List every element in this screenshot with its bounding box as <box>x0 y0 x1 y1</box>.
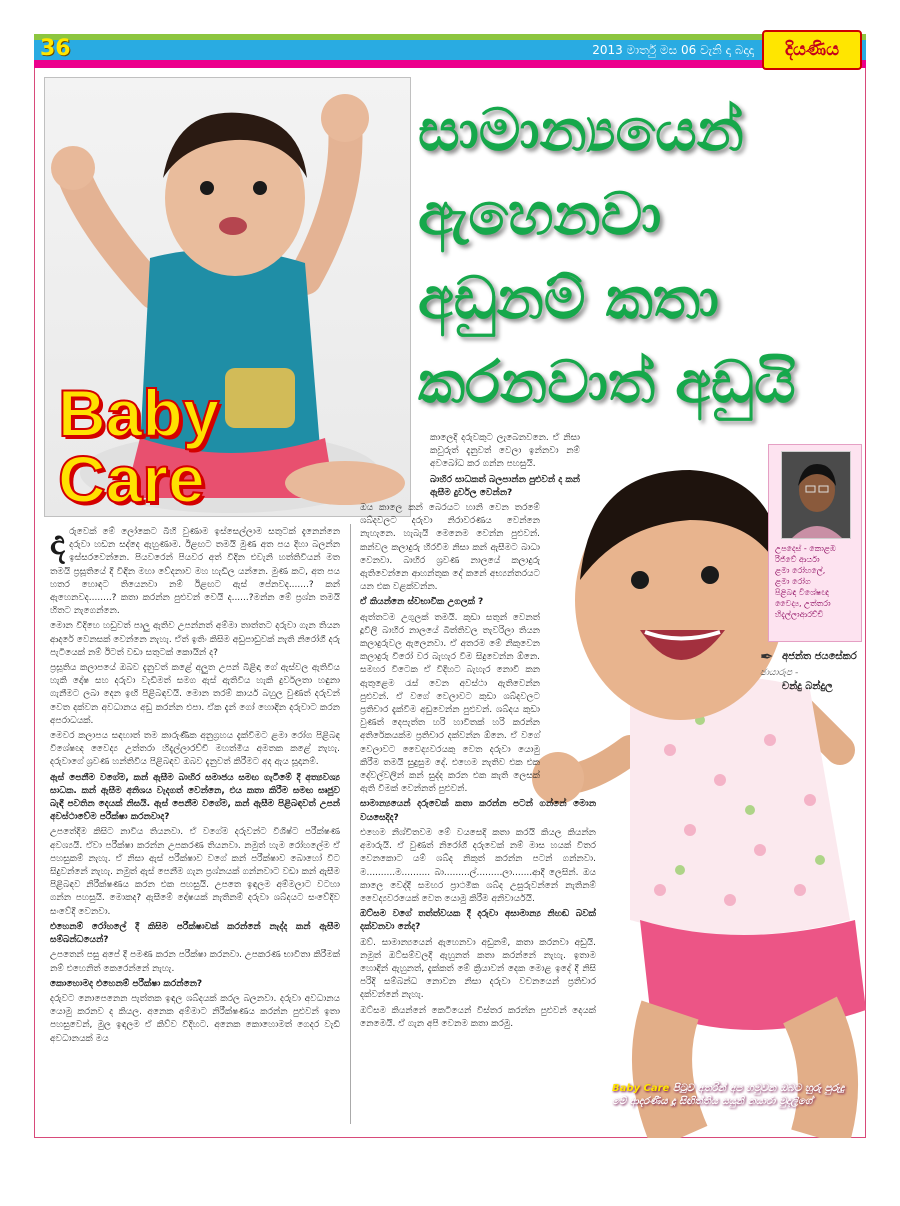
pen-icon: ✒ <box>760 647 774 666</box>
consultant-line: ළමා රෝග <box>775 577 811 586</box>
question: කොහොමද එහෙනම් පරීක්ෂා කරන්නෙ? <box>50 978 203 989</box>
photo-caption <box>612 1082 858 1108</box>
caption-brand: Baby Care <box>612 1083 670 1094</box>
consultant-line: රිජ්වේ ආර්යා <box>775 555 820 564</box>
question: ඒ කියන්නෙ ස්වභාවික උගලක් ? <box>360 597 484 608</box>
photo-credit-label: ඡායාරූප - <box>760 668 799 678</box>
paragraph: දරුවට නොපෙනෙන පැත්තක ඉඳල ශබ්දයක් කරල බලනවා. දරුවා අවධානය යොමු කරනව ද කියල. අනෙක අම්මාට නිරීක්ෂණය කරන්න පුළුවන් ඉතා පහසුවෙන්, මුල ඉඳලම ඒ කිව්ව විදිහට. අනෙක කොහොමත් ගෙදර වැඩි අවධානයක් මය <box>50 993 340 1044</box>
paragraph: ඔව්. සාමාන්‍යයෙන් ඇහෙනවා අඩුනම්, කතා කරනවා අඩුයි. නමුත් ඔට්සම්වලදී ඇහුනත් කතා කරන්නේ නැහැ. ඉතාම හොඳින් ඇහුනත්, දැක්කත් මේ ක්‍රියාවන් දෙක මොළ ඉදේ දී නිසි පරිදි සම්බන්ධ නොවන නිසා දරුවා වචනයෙන් ප්‍රතිචාර දක්වන්නේ නැහැ. <box>360 937 596 1001</box>
consultant-line: ළමා රෝහලේ, <box>775 566 826 575</box>
paragraph: කාලෙදි දරුවකුට ලැබෙනවනෙ. ඒ නිසා කවුරුත් දැනුවත් වෙලා ඉන්නවා නම් අවබෝධ කර ගන්න පහසුයි. <box>430 433 580 470</box>
baby-care-line2: Care <box>58 442 205 516</box>
page-number: 36 <box>40 36 71 61</box>
article-column-2 <box>360 432 596 1138</box>
headline-line2: ඇහෙනවා <box>418 180 662 248</box>
byline <box>760 647 860 693</box>
issue-date: 2013 මාර්තු මස 06 වැනි දා බදාදා <box>592 43 754 57</box>
page-header <box>34 34 866 68</box>
baby-care-label <box>58 376 220 516</box>
headline <box>418 88 858 424</box>
paragraph: මෙවර කලාපය සඳහාත් තම කාරුණික අනුග්‍රහය දැක්වීමට ළමා රෝග පිළිබඳ විශේෂඥ වෛද්‍ය උත්තරා හිදැල්ලාරච්චි මහත්මිය අමතක කළේ නැහැ. දරුවාගේ ශ්‍රවණ හන්තිවිය පිළිබඳව ඔබව දැනුවත් කිරීමට අද ඇය සූදානම්. <box>50 731 340 768</box>
consultant-line: හිදැල්ලාආරච්චි <box>775 610 824 619</box>
paragraph: උපතේදීම කිසිට නාවිය තියනවා. ඒ වගේම දරුවන්ට විශිෂ්ට පරීක්ෂණ අවශ්‍යයි. ඒවා පරීක්ෂා කරන්න උපකරණ තියනවා. නමුත් හැම රෝහලේම ඒ පහසුකම් නැහැ. ඒ නිසා ඇස් පරීක්ෂාව වගේ කන් පරීක්ෂාව බොහෝ විට සිදුවන්නේ නැහැ. නමුත් ඇස් පෙනීම ගැන ප්‍රශ්නයක් ගන්නවාට වඩා කන් ඇසීම පිළිබඳව නිරීක්ෂණය කරන එක පහසුයි. උපතෙ ඉඳලම අම්මලාට වටහා ගන්න පහසුයි. මොකද? ඇසීමේ දෝෂයක් නැතිනම් දරුවා ශබ්දයට සංවේදිව සංවේදී වෙනවා. <box>50 827 340 917</box>
paragraph: ඇත්තටම උගුලක් තමයි. කුඩා සතුන් වෙනත් දූවිලි බාහිර නාලයේ බිත්තිවල තැවරිලා තියන කලාදුරුවල ඇලෙනවා. ඒ අතරම මේ නිකුවෙන කලාදුරු විරෝ වර බැහැර වීම සිදුවෙන්න ඕනෙ. සමහර විටෙක ඒ විදිහට බැහැර නොවී කන ඇතුළෙම රැස් වෙන අවස්ථා ඇතිවෙන්න පුළුවන්. ඒ වගේ වෙලාවට කුඩා ශබ්දවලට ප්‍රතිචාර දැක්වීම අඩුවෙන්න පුළුවන්. ශබ්දය කුඩා වුණත් දෙපැත්ත හරි හාවිතක් හරි කරන්න අතිරේකයක්ම ප්‍රතිචාර දක්වන්න ඕනෙ. ඒ වගේ වෙලාවට වෛද්‍යවරයකු වෙත දරුවා යොමු කිරීම තමයි සුදුසුම දේ. එහෙම නැතිව එක එක දේවල්වලින් කන් සුද්ද කරන එක කැති ලෙසක් ඇති විමක් වෙන්නත් පුළුවන්. <box>360 612 540 795</box>
consultant-line: වෛද්‍ය, උත්තරා <box>775 599 831 608</box>
question: බාහිර සාධකත් බලපාන්න පුළුවන් ද කන් ඇසීම දුර්වල වෙන්න? <box>430 474 580 498</box>
paragraph: එහෙම නිශ්චිතවම මේ වයසෙදි කතා කරයි කියල කියන්න අමාරුයි. ඒ වුණත් නිරෝගී දරුවෙක් නම් මාස හයක් විතර වෙනකොට යම් ශබ්ද නිකුත් කරන්න පටන් ගන්නවා. ම..........ම.......... බා.........ල්.........ලා.......ආදී ලෙසින්. ඔය කාලෙ වෙද්දී සමහර ප්‍රාථමික ශබ්ද උසුරුවන්නේ නැතිනම් වෛද්‍යවරයෙක් වෙත යොමු කිරීම අනිවාර්යයි. <box>360 827 596 904</box>
paragraph-text: රුවෙක් මේ ලෝකෙට බිහි වුණාම ඉස්සෙල්ලාම සතුටක් දැනෙන්නෙ දරුවා හඩන සද්දෙ ඇහුණාම. ඊළඟට තමයි මුණ අත පය දිහා බලන්න ඉස්සරවෙන්නෙ. පියවරෙන් පියවර අත් විදින එවැනි හත්තිවියන් මත තමයි ප්‍රසූතියේ දී විඳින මහා වේදනාව මහ හැඩිල යන්නෙ. මුණ කට, අත පය හතර හොඳට තියෙනවා නම් ඊළඟට ඇස් පේනවද.......? කන් ඇහෙනවද........? කතා කරන්න පුළුවන් වෙයි ද......?මන්න මේ ප්‍රශ්න තමයි හිතට නැගෙන්නෙ. <box>50 527 340 617</box>
caption-text: පිටුව අතරින් අප හමුවන ඔබට හුරු පුරුදු මේ ආදරණීය දූ සිඟිත්තිය සයුනි නයාරා මුදලිගේ <box>612 1083 845 1107</box>
consultant-box <box>768 444 862 642</box>
header-stripe-pink <box>34 60 866 68</box>
consultant-photo <box>781 451 851 539</box>
paragraph: උපතෙන් පසු අපේ දී පමණ කරන පරීක්ෂා කරනවා. උපකරණ භාවිතා කිරීමක් නම් එහෙනිත් කෙරෙන්නේ නැහැ. <box>50 950 340 974</box>
article-column-1 <box>50 526 340 1138</box>
consultant-line: පිළිබඳ විශේෂඥ <box>775 588 829 597</box>
photographer-name: චන්දු බන්දුල <box>782 681 833 692</box>
baby-care-line1: Baby <box>58 376 220 450</box>
headline-line1: සාමාන්‍යයෙන් <box>418 96 744 164</box>
consultant-line: උපදෙස් - කොළඹ <box>775 544 836 553</box>
consultant-credit <box>775 543 859 620</box>
question: ඇස් පෙනීම වගේම, කන් ඇසීම බාහිර සමාජය සමඟ ගැටීමේ දී අත්‍යවශ්‍ය සාධක. කන් ඇසීම අනිශය වැදගත් වෙන්නෙ, එය කතා කිරීම සමඟ සෘජුව බැඳී පවතින දෙයක් නිසයි. ඇස් පෙනීම වගේම, කන් ඇසීම පිළිබඳවත් උපන් අවස්ථාවේම පරීක්ෂා කරනවාද? <box>50 772 340 823</box>
paragraph: ප්‍රසූතිය කලාපයේ ඔබව දැනුවත් කළේ අලුත උපන් බිළිඳා ගේ ඇස්වල ඇතිවිය හැකි දෝෂ සහ දරුවා වැඩිමත් සමග ඇස් ඇතිවිය හැකි දුර්වලතා හඳුනා ගැනීමට ලබා දෙන ඉඟි පිළිබඳවයි. මොන තරම් කාර්ය බහුල වුණත් දරුවන් වෙත දක්වන අවධානය අඩු කරන්න එපා. ඒක දැන් ගෝ හොඳින දරුවාට කරන අපරාධයක්. <box>50 663 340 726</box>
question: එහෙනම් රෝහලේ දී කිසිම පරීක්ෂාවක් කරන්නේ නැද්ද කන් ඇසීම සම්බන්ධයෙන්? <box>50 921 340 946</box>
paragraph: ඔය කාලෙ කන් බෙරයට හානි වෙන තරමේ ශබ්දවලට දරුවා නිරාවරණය වෙන්නෙ නැහැනෙ. හැබැයි මෙනෙම වෙන්න පුළුවන්. කන්වල කලාදුරු හිරවීම නිසා කන් ඇසීමට බාධා වෙනවා. බාහිර ශ්‍රවණ නාලයේ කලාදුරු ඇතිවෙන්නෙ ආහන්තුක දේ කනේ අභ්‍යන්තරයට යන එක වළක්වන්න. <box>360 503 540 593</box>
column-divider <box>350 524 351 1124</box>
paragraph: මොන විදිහෙ හඩුවත් පාලු ඇතිව උපන්නත් අම්මා තාත්තට දරුවා ගැන තියන ආදරේ වෙනසක් වෙන්නෙ නැහැ. ඒත් ඉතිං කිසිම අඩුපාඩුවක් නැති නිරෝගී දරු පැටියෙක් නම් ඊටත් වඩා සතුටක් කොයින් ද? <box>50 621 340 658</box>
paragraph: ඔට්සම කියන්නේ කෙටියෙන් විස්තර කරන්න පුළුවන් දෙයක් නෙමෙයි. ඒ ගැන අපි වෙනම කතා කරමු. <box>360 1005 596 1029</box>
question: සාමාන්‍යයෙන් දරුවෙක් කතා කරන්න පටන් ගන්නේ මොන වයසෙදිද? <box>360 799 596 823</box>
consultant-portrait <box>782 452 851 539</box>
paragraph <box>50 526 340 618</box>
question: ඔට්සම වගේ තත්ත්වයක දී දරුවා අසාමාන්‍ය නිහඬ බවක් දක්වනවා නේද? <box>360 909 596 933</box>
headline-line4: කරනවාත් අඩුයි <box>418 348 796 416</box>
headline-line3: අඩුනම් කතා <box>418 264 719 332</box>
publication-logo: දියණිය <box>762 30 862 70</box>
drop-cap: ද <box>50 526 66 563</box>
author-name: අජන්ත ජයසේකර <box>782 651 857 662</box>
